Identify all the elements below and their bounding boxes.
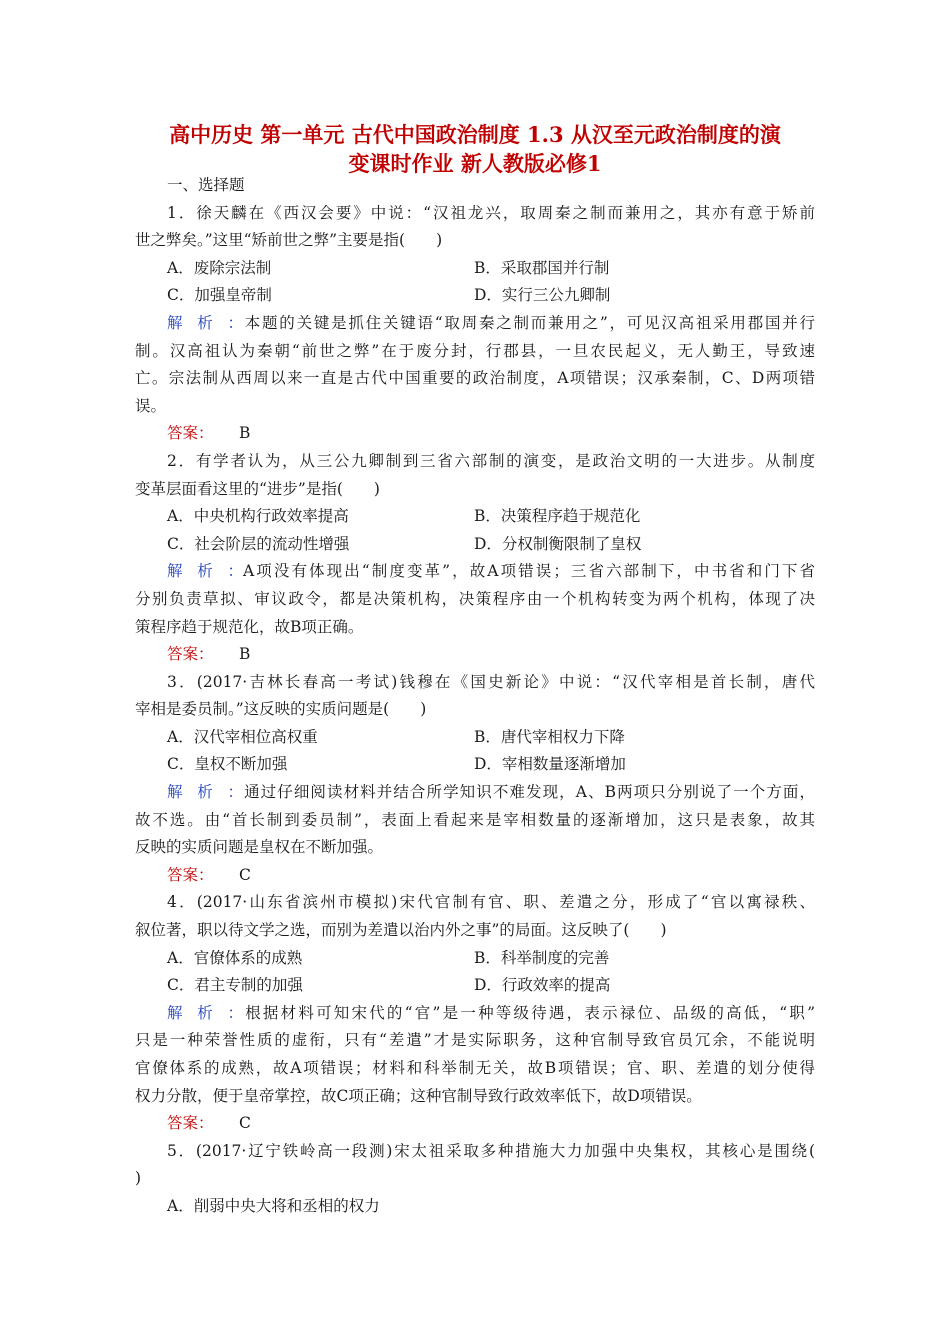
question-4 [135,889,815,1137]
question-stem-line: 1．徐天麟在《西汉会要》中说：“汉祖龙兴，取周秦之制而兼用之，其亦有意于矫前 [167,203,815,222]
option-b: B．采取郡国并行制 [474,258,610,277]
option-a: A．中央机构行政效率提高 [167,507,349,526]
question-stem-line: 3．(2017·吉林长春高一考试)钱穆在《国史新论》中说：“汉代宰相是首长制，唐代 [167,672,815,691]
analysis-line: 亡。宗法制从西周以来一直是古代中国重要的政治制度，A项错误；汉承秦制，C、D两项错 [135,369,815,388]
analysis-label: 解析： [167,783,243,802]
option-row [135,531,815,559]
analysis-text: 本题的关键是抓住关键语“取周秦之制而兼用之”，可见汉高祖采用郡国并行 [243,313,815,332]
document-body [135,172,815,1221]
question-stem-line: 2．有学者认为，从三公九卿制到三省六部制的演变，是政治文明的一大进步。从制度 [167,451,815,470]
answer-label: 答案： [167,865,214,884]
answer-value: B [239,424,251,443]
question-stem-line: 叙位著，职以待文学之选，而别为差遣以治内外之事”的局面。这反映了( ) [135,921,667,940]
title-line-2: 变课时作业 新人教版必修1 [348,151,602,176]
question-stem-line: 4．(2017·山东省滨州市模拟)宋代官制有官、职、差遣之分，形成了“官以寓禄秩、 [167,893,815,912]
question-stem-line: 世之弊矣。”这里“矫前世之弊”主要是指( ) [135,231,443,250]
analysis-line: 误。 [135,396,167,415]
analysis-line: 只是一种荣誉性质的虚衔，只有“差遣”才是实际职务，这种官制导致官员冗余，不能说明 [135,1031,815,1050]
option-a: A．官僚体系的成熟 [167,948,303,967]
analysis-line: 故不选。由“首长制到委员制”，表面上看起来是宰相数量的逐渐增加，这只是表象，故其 [135,810,815,829]
question-2 [135,448,815,669]
option-row [135,255,815,283]
option-d: D．宰相数量逐渐增加 [474,755,626,774]
analysis-text: 根据材料可知宋代的“官”是一种等级待遇，表示禄位、品级的高低，“职” [243,1003,815,1022]
analysis-line: 官僚体系的成熟，故A项错误；材料和科举制无关，故B项错误；官、职、差遣的划分使得 [135,1059,815,1077]
option-row [135,751,815,779]
title-line-1: 高中历史 第一单元 古代中国政治制度 1.3 从汉至元政治制度的演 [169,122,781,147]
option-row [135,724,815,752]
option-a: A．削弱中央大将和丞相的权力 [167,1196,380,1215]
answer-label: 答案： [167,424,214,443]
option-c: C．皇权不断加强 [167,755,288,774]
option-c: C．加强皇帝制 [167,286,272,305]
analysis-label: 解析： [167,562,243,581]
option-row [135,945,815,973]
option-row [135,972,815,1000]
analysis-text: 通过仔细阅读材料并结合所学知识不难发现，A、B两项只分别说了一个方面， [243,783,815,802]
question-1 [135,200,815,448]
option-row [135,503,815,531]
option-d: D．实行三公九卿制 [474,286,611,305]
answer-line [135,862,815,890]
section-heading: 一、选择题 [167,176,245,194]
question-stem-line: 5．(2017·辽宁铁岭高一段测)宋太祖采取多种措施大力加强中央集权，其核心是围绕( [167,1141,815,1160]
answer-value: C [239,1114,251,1133]
option-row [135,282,815,310]
analysis-label: 解析： [167,313,243,332]
answer-value: C [239,865,251,884]
option-d: D．行政效率的提高 [474,976,611,995]
analysis-line [135,1000,815,1028]
question-stem-line: ) [135,1169,142,1188]
analysis-label: 解析： [167,1003,243,1022]
answer-label: 答案： [167,645,214,664]
analysis-line [135,779,815,807]
option-a: A．废除宗法制 [167,258,272,277]
option-c: C．社会阶层的流动性增强 [167,534,350,553]
answer-label: 答案： [167,1114,214,1133]
answer-line [135,641,815,669]
answer-line [135,420,815,448]
analysis-text: A项没有体现出“制度变革”，故A项错误；三省六部制下，中书省和门下省 [243,562,815,581]
analysis-line: 反映的实质问题是皇权在不断加强。 [135,838,384,857]
analysis-line: 分别负责草拟、审议政令，都是决策机构，决策程序由一个机构转变为两个机构，体现了决 [135,589,815,608]
question-stem-line: 变革层面看这里的“进步”是指( ) [135,479,380,498]
analysis-line: 制。汉高祖认为秦朝“前世之弊”在于废分封，行郡县，一旦农民起义，无人勤王，导致速 [135,341,815,360]
option-b: B．唐代宰相权力下降 [474,727,625,746]
analysis-line: 权力分散，便于皇帝掌控，故C项正确；这种官制导致行政效率低下，故D项错误。 [135,1086,702,1105]
option-a: A．汉代宰相位高权重 [167,727,318,746]
analysis-line [135,310,815,338]
question-stem-line: 宰相是委员制。”这反映的实质问题是( ) [135,700,427,719]
analysis-line [135,558,815,586]
option-d: D．分权制衡限制了皇权 [474,534,642,553]
answer-line [135,1110,815,1138]
question-3 [135,669,815,890]
option-b: B．决策程序趋于规范化 [474,507,641,526]
document-title [120,120,830,178]
question-5 [135,1138,815,1221]
answer-value: B [239,645,251,664]
option-b: B．科举制度的完善 [474,948,610,967]
analysis-line: 策程序趋于规范化，故B项正确。 [135,617,364,636]
option-c: C．君主专制的加强 [167,976,303,995]
